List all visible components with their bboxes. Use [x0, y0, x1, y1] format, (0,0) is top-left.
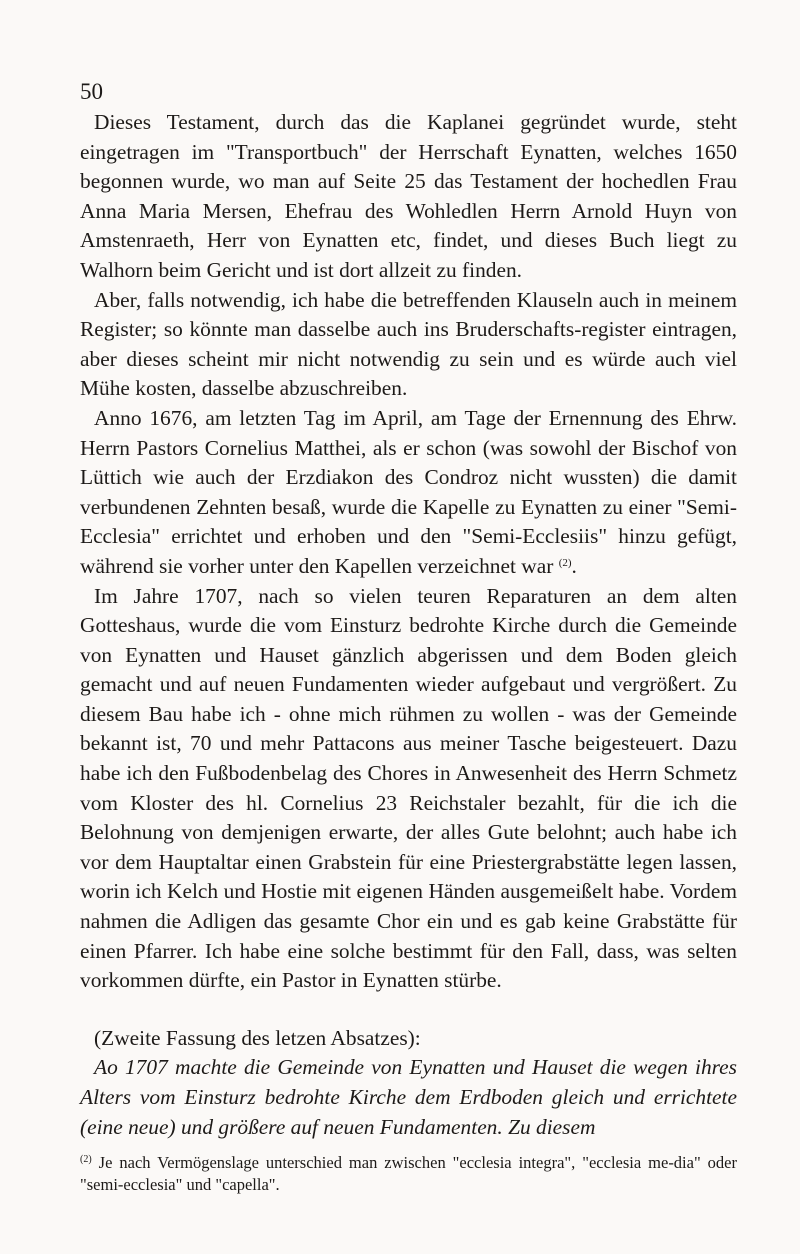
paragraph-text: Ao 1707 machte die Gemeinde von Eynatten und Hauset die wegen ihres Alters vom Einsturz bedrohte Kirche dem Erdboden gleich und errichtete (eine neue) und größere auf neuen Fundamenten. Zu diesem: [80, 1055, 737, 1139]
paragraph-zweite-fassung: [80, 1024, 737, 1054]
paragraph-testament: [80, 108, 737, 286]
paragraph-anno-1676: [80, 404, 737, 582]
footnote-reference: (2): [558, 556, 572, 569]
page-number: 50: [80, 79, 103, 104]
paragraph-text: (Zweite Fassung des letzen Absatzes):: [94, 1025, 421, 1050]
paragraph-jahre-1707: [80, 582, 737, 996]
paragraph-text: Im Jahre 1707, nach so vielen teuren Reparaturen an dem alten Gotteshaus, wurde die vom Einsturz bedrohte Kirche durch die Gemeinde von Eynatten und Hauset gänzlich abgerissen und dem Boden gleich gemacht und auf neuen Fundamenten wieder aufgebaut und vergrößert. Zu diesem Bau habe ich - ohne mich rühmen zu wollen - was der Gemeinde bekannt ist, 70 und mehr Pattacons aus meiner Tasche beigesteuert. Dazu habe ich den Fußbodenbelag des Chores in Anwesenheit des Herrn Schmetz vom Kloster des hl. Cornelius 23 Reichstaler bezahlt, für die ich die Belohnung von demjenigen erwarte, der alles Gute belohnt; auch habe ich vor dem Hauptaltar einen Grabstein für eine Priestergrabstätte legen lassen, worin ich Kelch und Hostie mit eigenen Händen ausgemeißelt habe. Vordem nahmen die Adligen das gesamte Chor ein und es gab keine Grabstätte für einen Pfarrer. Ich habe eine solche bestimmt für den Fall, dass, was selten vorkommen dürfte, ein Pastor in Eynatten stürbe.: [80, 583, 737, 993]
paragraph-tail: .: [571, 553, 577, 578]
paragraph-text: Aber, falls notwendig, ich habe die betreffenden Klauseln auch in meinem Register; so könnte man dasselbe auch ins Bruderschafts-register eintragen, aber dieses scheint mir nicht notwendig zu sein und es würde auch viel Mühe kosten, dasselbe abzuschreiben.: [80, 287, 737, 401]
footnotes: [80, 1152, 737, 1196]
paragraph-text: Dieses Testament, durch das die Kaplanei gegründet wurde, steht eingetragen im "Transportbuch" der Herrschaft Eynatten, welches 1650 begonnen wurde, wo man auf Seite 25 das Testament der hochedlen Frau Anna Maria Mersen, Ehefrau des Wohledlen Herrn Arnold Huyn von Amstenraeth, Herr von Eynatten etc, findet, und dieses Buch liegt zu Walhorn beim Gericht und ist dort allzeit zu finden.: [80, 110, 737, 282]
paragraph-text: Anno 1676, am letzten Tag im April, am Tage der Ernennung des Ehrw. Herrn Pastors Cornelius Matthei, als er schon (was sowohl der Bischof von Lüttich wie auch der Erzdiakon des Condroz nicht wussten) die damit verbundenen Zehnten besaß, wurde die Kapelle zu Eynatten zu einer "Semi-Ecclesia" errichtet und erhoben und den "Semi-Ecclesiis" hinzu gefügt, während sie vorher unter den Kapellen verzeichnet war: [80, 405, 737, 578]
footnote-marker: (2): [80, 1154, 92, 1165]
paragraph-register: [80, 286, 737, 404]
footnote-2: [80, 1152, 737, 1196]
paragraph-gap: [80, 996, 737, 1024]
paragraph-ao-1707: [80, 1053, 737, 1142]
page-body: [80, 78, 737, 1142]
footnote-text: Je nach Vermögenslage unterschied man zwischen "ecclesia integra", "ecclesia me-dia" oder "semi-ecclesia" und "capella".: [80, 1153, 737, 1194]
